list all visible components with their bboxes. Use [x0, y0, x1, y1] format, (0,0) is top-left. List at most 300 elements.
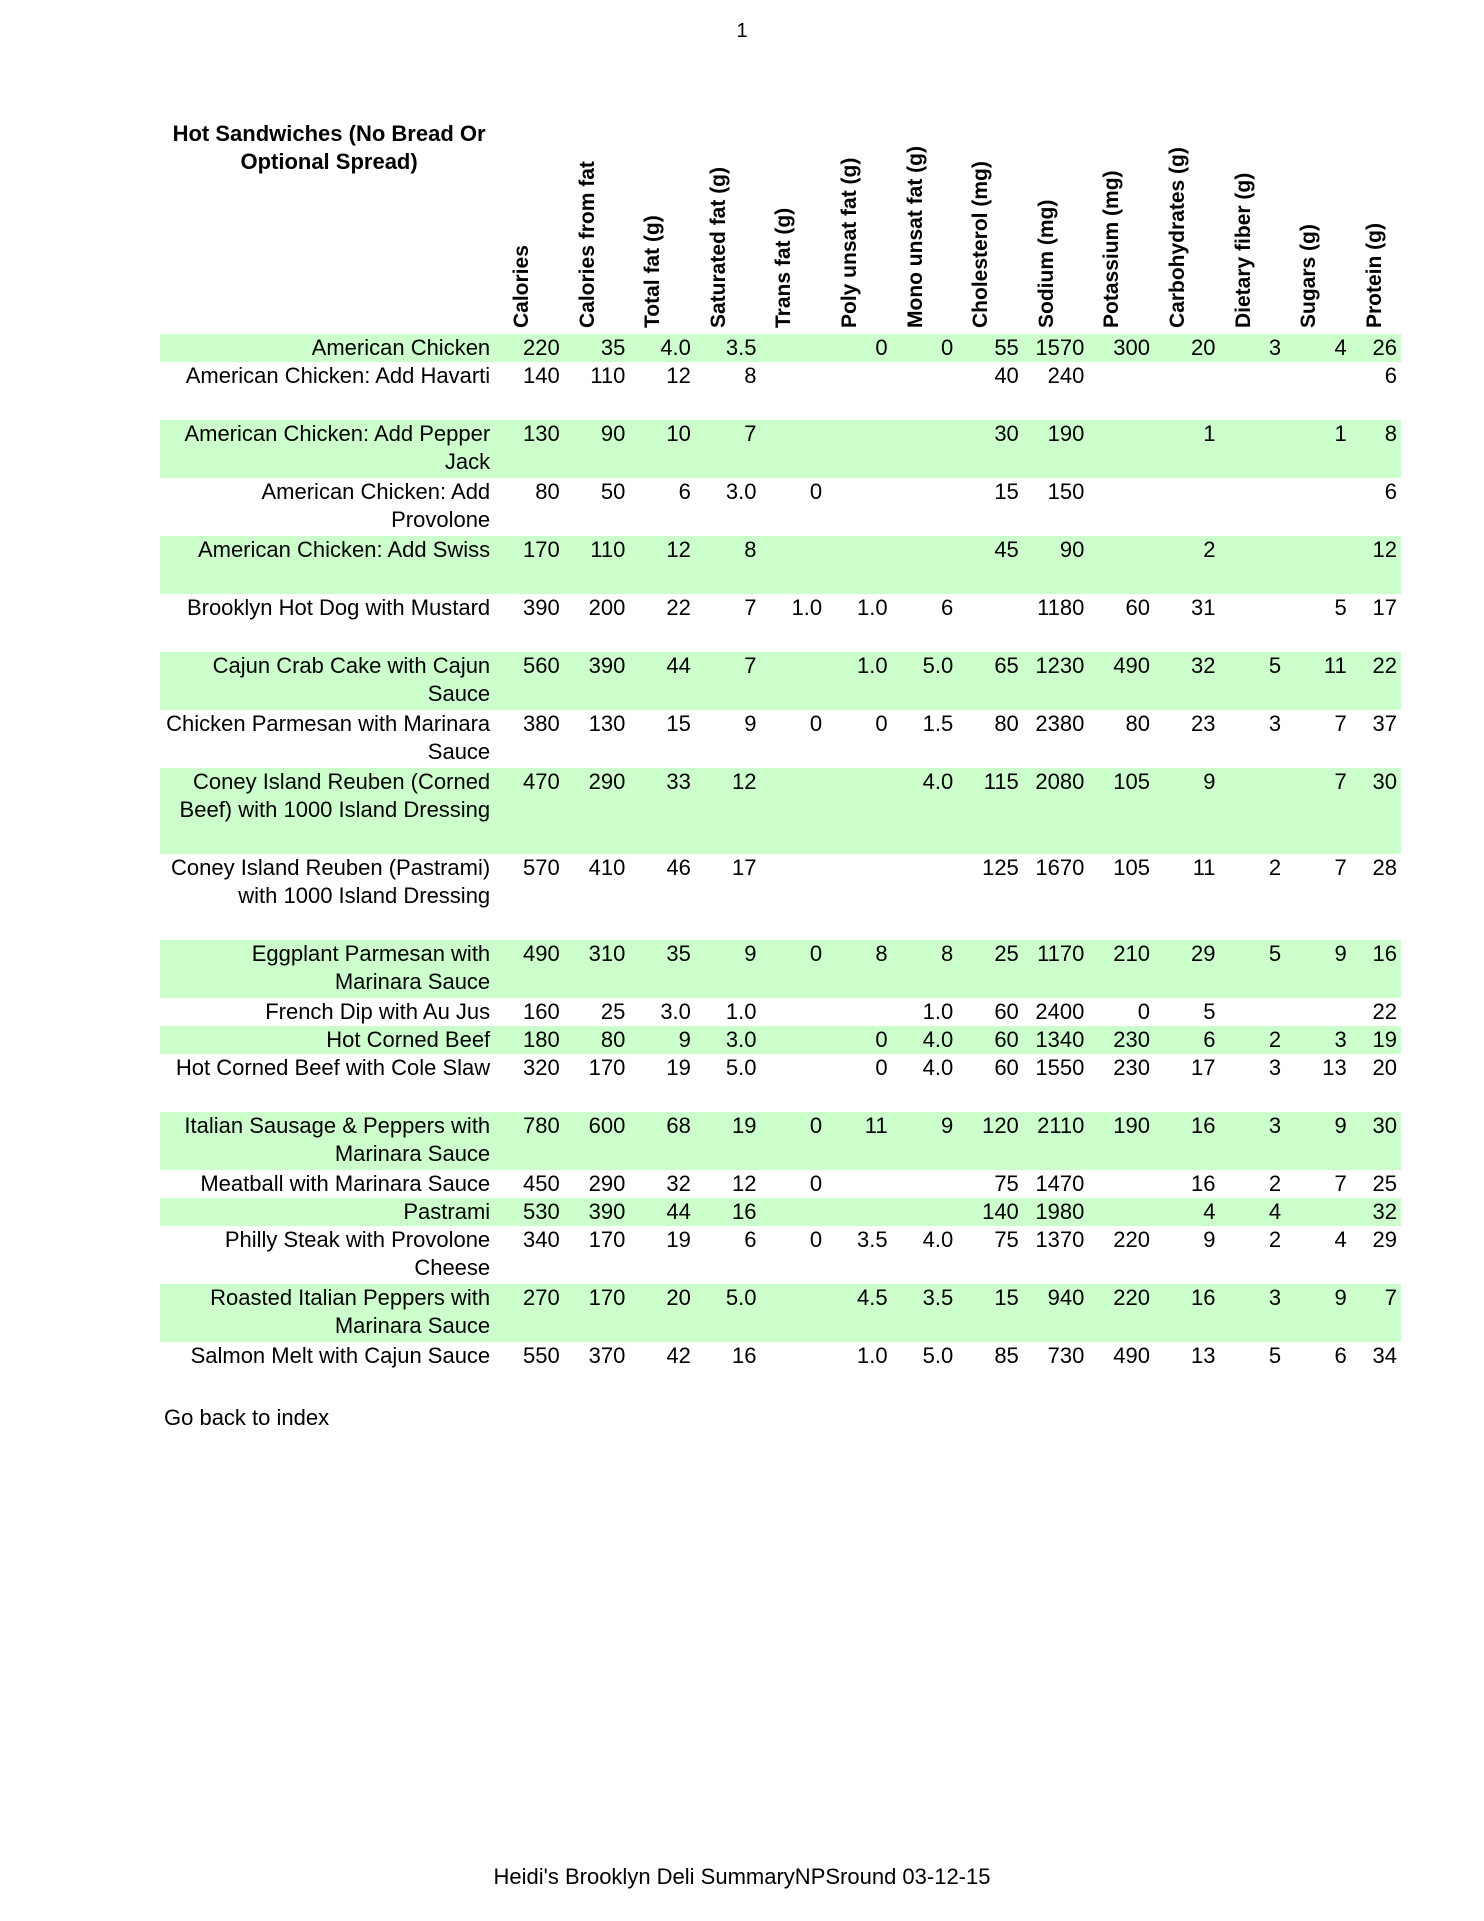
row-value-cell: 370	[588, 1343, 626, 1368]
row-value-cell	[760, 1342, 826, 1370]
row-value-cell: 12	[666, 363, 691, 388]
row-value-cell: 9	[1285, 1112, 1351, 1170]
row-value-cell: 0	[760, 940, 826, 998]
row-value-cell: 200	[588, 595, 626, 620]
row-value-cell: 310	[564, 940, 630, 998]
row-value-cell: 2080	[1023, 768, 1089, 854]
table-row	[160, 1342, 1401, 1370]
row-item-name: American Chicken: Add Pepper Jack	[160, 420, 498, 478]
row-value-cell: 9	[695, 940, 761, 998]
row-value-cell: 780	[498, 1112, 564, 1170]
row-value-cell: 2	[1154, 536, 1220, 594]
row-value-cell: 110	[564, 536, 630, 594]
row-value-cell: 570	[523, 855, 560, 880]
table-title: Hot Sandwiches (No Bread Or Optional Spread)	[172, 121, 486, 174]
row-value-cell	[826, 1170, 892, 1198]
row-value-cell: 3	[1220, 1284, 1286, 1342]
row-value-cell: 44	[629, 1198, 695, 1226]
row-value-cell: 1.5	[922, 711, 954, 736]
row-value-cell: 46	[666, 855, 691, 880]
row-value-cell: 4	[1285, 334, 1351, 362]
column-header: Calories from fat	[575, 161, 599, 328]
row-value-cell: 0	[760, 1112, 826, 1170]
row-item-name: Philly Steak with Provolone Cheese	[224, 1227, 491, 1280]
row-value-cell: 1	[1285, 420, 1351, 478]
row-value-cell: 0	[875, 1055, 888, 1080]
row-value-cell: 32	[666, 1171, 691, 1196]
row-value-cell	[892, 1198, 958, 1226]
row-value-cell: 9	[892, 1112, 958, 1170]
row-value-cell: 1470	[1035, 1171, 1085, 1196]
column-header: Potassium (mg)	[1100, 170, 1124, 328]
row-value-cell: 4.0	[892, 768, 958, 854]
row-value-cell: 220	[1113, 1227, 1150, 1252]
row-value-cell: 8	[1351, 420, 1401, 478]
row-value-cell: 2	[1220, 1026, 1286, 1054]
row-value-cell	[1088, 478, 1154, 536]
row-value-cell: 60	[957, 1026, 1023, 1054]
row-value-cell: 30	[1351, 768, 1401, 854]
row-value-cell: 6	[678, 479, 691, 504]
row-value-cell: 0	[875, 711, 888, 736]
row-value-cell: 0	[809, 711, 823, 736]
row-value-cell	[760, 998, 826, 1026]
row-value-cell: 3	[1285, 1026, 1351, 1054]
row-value-cell: 3.5	[892, 1284, 958, 1342]
row-value-cell: 1.0	[791, 595, 823, 620]
page-footer: Heidi's Brooklyn Deli SummaryNPSround 03-12-15	[493, 1864, 991, 1889]
row-value-cell: 12	[629, 536, 695, 594]
row-value-cell: 490	[1113, 1343, 1150, 1368]
row-value-cell	[892, 854, 958, 940]
row-value-cell: 115	[957, 768, 1023, 854]
row-value-cell: 12	[695, 768, 761, 854]
row-value-cell	[1220, 420, 1286, 478]
row-item-name: American Chicken	[160, 334, 498, 362]
column-header: Poly unsat fat (g)	[838, 157, 862, 328]
row-value-cell: 220	[1088, 1284, 1154, 1342]
row-value-cell: 1170	[1023, 940, 1089, 998]
row-value-cell	[1088, 1170, 1154, 1198]
row-value-cell: 0	[1137, 999, 1150, 1024]
row-value-cell	[760, 652, 826, 710]
row-value-cell: 60	[1125, 595, 1150, 620]
row-value-cell: 1.0	[826, 652, 892, 710]
table-row	[160, 1054, 1401, 1112]
row-value-cell: 4.5	[826, 1284, 892, 1342]
row-value-cell: 32	[1154, 652, 1220, 710]
row-value-cell	[892, 536, 958, 594]
row-value-cell	[760, 1198, 826, 1226]
row-value-cell: 1670	[1035, 855, 1085, 880]
row-value-cell: 5	[1220, 652, 1286, 710]
row-value-cell: 8	[695, 536, 761, 594]
row-value-cell: 0	[892, 334, 958, 362]
row-value-cell	[892, 1170, 958, 1198]
row-item-name: Coney Island Reuben (Pastrami) with 1000 Island Dressing	[171, 855, 491, 908]
row-value-cell: 600	[564, 1112, 630, 1170]
row-value-cell: 42	[666, 1343, 691, 1368]
row-value-cell: 90	[1023, 536, 1089, 594]
table-row	[160, 1284, 1401, 1342]
row-value-cell	[1220, 536, 1286, 594]
row-value-cell: 5	[1203, 999, 1216, 1024]
row-value-cell: 340	[523, 1227, 560, 1252]
row-value-cell: 2	[1268, 1227, 1282, 1252]
row-value-cell: 11	[1192, 855, 1216, 880]
row-value-cell: 16	[1351, 940, 1401, 998]
table-row	[160, 652, 1401, 710]
row-value-cell: 5	[1334, 595, 1347, 620]
row-value-cell: 28	[1372, 855, 1397, 880]
row-value-cell: 16	[695, 1198, 761, 1226]
table-body	[160, 334, 1401, 1370]
row-value-cell: 1230	[1023, 652, 1089, 710]
row-value-cell: 3.5	[695, 334, 761, 362]
row-value-cell	[826, 362, 892, 420]
table-row	[160, 478, 1401, 536]
column-header: Dietary fiber (g)	[1231, 172, 1255, 328]
row-value-cell	[826, 768, 892, 854]
row-value-cell: 4.0	[892, 1026, 958, 1054]
row-value-cell	[760, 536, 826, 594]
table-row	[160, 334, 1401, 362]
row-value-cell: 230	[1113, 1055, 1150, 1080]
row-value-cell: 105	[1088, 768, 1154, 854]
row-value-cell: 170	[588, 1055, 626, 1080]
table-row	[160, 940, 1401, 998]
row-value-cell: 140	[957, 1198, 1023, 1226]
row-value-cell: 22	[1351, 652, 1401, 710]
row-value-cell: 530	[498, 1198, 564, 1226]
row-value-cell: 17	[732, 855, 757, 880]
row-value-cell: 20	[1154, 334, 1220, 362]
row-value-cell: 160	[523, 999, 560, 1024]
row-value-cell: 290	[564, 768, 630, 854]
row-value-cell: 22	[666, 595, 691, 620]
row-value-cell: 10	[629, 420, 695, 478]
row-value-cell	[760, 1284, 826, 1342]
row-item-name: Cajun Crab Cake with Cajun Sauce	[160, 652, 498, 710]
row-value-cell: 6	[1154, 1026, 1220, 1054]
row-value-cell: 7	[744, 595, 757, 620]
column-header: Carbohydrates (g)	[1165, 147, 1189, 328]
row-value-cell: 16	[1154, 1284, 1220, 1342]
row-value-cell: 9	[1285, 1284, 1351, 1342]
row-value-cell: 5	[1268, 1343, 1282, 1368]
row-value-cell: 30	[957, 420, 1023, 478]
table-row	[160, 998, 1401, 1026]
row-value-cell: 20	[629, 1284, 695, 1342]
row-value-cell: 17	[1191, 1055, 1216, 1080]
row-value-cell: 90	[564, 420, 630, 478]
row-value-cell: 190	[1023, 420, 1089, 478]
row-value-cell: 130	[588, 711, 626, 736]
row-value-cell: 16	[1191, 1171, 1216, 1196]
row-value-cell	[892, 362, 958, 420]
row-value-cell	[1154, 478, 1220, 536]
row-value-cell: 35	[564, 334, 630, 362]
row-value-cell: 0	[826, 334, 892, 362]
row-value-cell: 5.0	[695, 1284, 761, 1342]
row-value-cell: 13	[1191, 1343, 1216, 1368]
row-value-cell: 0	[809, 1171, 823, 1196]
row-value-cell	[1220, 478, 1286, 536]
row-value-cell: 1.0	[922, 999, 954, 1024]
column-header: Calories	[510, 245, 534, 328]
row-value-cell: 3	[1220, 334, 1286, 362]
row-value-cell: 390	[564, 652, 630, 710]
row-value-cell	[1154, 362, 1220, 420]
row-value-cell	[1285, 478, 1351, 536]
row-item-name: American Chicken: Add Swiss	[160, 536, 498, 594]
row-value-cell: 16	[1154, 1112, 1220, 1170]
row-value-cell: 4	[1334, 1227, 1347, 1252]
row-value-cell	[1220, 768, 1286, 854]
row-value-cell: 170	[588, 1227, 626, 1252]
row-value-cell	[892, 420, 958, 478]
row-value-cell	[826, 536, 892, 594]
nutrition-table	[160, 120, 1401, 1370]
row-value-cell: 11	[1285, 652, 1351, 710]
row-value-cell: 9	[1203, 1227, 1216, 1252]
row-value-cell: 15	[994, 479, 1019, 504]
row-value-cell: 4.0	[629, 334, 695, 362]
row-value-cell: 190	[1088, 1112, 1154, 1170]
row-value-cell	[760, 1054, 826, 1112]
row-value-cell: 0	[809, 479, 823, 504]
table-row	[160, 362, 1401, 420]
row-value-cell: 230	[1088, 1026, 1154, 1054]
row-item-name: Roasted Italian Peppers with Marinara Sauce	[160, 1284, 498, 1342]
row-value-cell	[1088, 362, 1154, 420]
row-value-cell: 8	[744, 363, 757, 388]
row-item-name: Salmon Melt with Cajun Sauce	[190, 1343, 491, 1368]
row-value-cell: 60	[994, 999, 1019, 1024]
row-value-cell: 240	[1047, 363, 1085, 388]
column-header: Sugars (g)	[1297, 224, 1321, 328]
row-value-cell: 19	[666, 1055, 691, 1080]
row-item-name: Italian Sausage & Peppers with Marinara Sauce	[160, 1112, 498, 1170]
row-value-cell	[826, 420, 892, 478]
row-value-cell: 6	[940, 595, 954, 620]
table-row	[160, 1026, 1401, 1054]
row-value-cell: 12	[1351, 536, 1401, 594]
row-value-cell: 2	[1268, 1171, 1282, 1196]
row-value-cell: 75	[994, 1227, 1019, 1252]
row-value-cell: 65	[957, 652, 1023, 710]
row-item-name: American Chicken: Add Provolone	[261, 479, 491, 532]
table-row	[160, 854, 1401, 940]
row-value-cell: 110	[590, 363, 626, 388]
row-value-cell: 550	[523, 1343, 560, 1368]
row-value-cell: 730	[1047, 1343, 1085, 1368]
row-value-cell: 1180	[1037, 595, 1085, 620]
row-value-cell: 4	[1154, 1198, 1220, 1226]
row-value-cell: 34	[1372, 1343, 1397, 1368]
row-value-cell	[1285, 1198, 1351, 1226]
row-item-name: American Chicken: Add Havarti	[185, 363, 491, 388]
header-row	[160, 120, 1401, 334]
row-value-cell: 3.0	[695, 1026, 761, 1054]
row-item-name: French Dip with Au Jus	[265, 999, 491, 1024]
row-value-cell: 32	[1351, 1198, 1401, 1226]
table-row	[160, 768, 1401, 854]
row-value-cell: 6	[1384, 363, 1397, 388]
row-value-cell: 0	[826, 1026, 892, 1054]
row-value-cell: 940	[1023, 1284, 1089, 1342]
row-value-cell: 29	[1154, 940, 1220, 998]
row-value-cell: 25	[600, 999, 626, 1024]
column-header: Trans fat (g)	[772, 207, 796, 328]
row-value-cell: 1.0	[857, 595, 888, 620]
row-value-cell: 150	[1047, 479, 1085, 504]
row-value-cell: 60	[994, 1055, 1019, 1080]
row-value-cell: 270	[498, 1284, 564, 1342]
row-value-cell: 3.5	[857, 1227, 888, 1252]
page-number: 1	[736, 20, 748, 42]
row-value-cell: 210	[1088, 940, 1154, 998]
row-value-cell	[826, 854, 892, 940]
row-value-cell: 80	[535, 479, 560, 504]
row-item-name: Chicken Parmesan with Marinara Sauce	[166, 711, 491, 764]
column-header: Sodium (mg)	[1034, 199, 1058, 328]
row-value-cell: 35	[629, 940, 695, 998]
row-item-name: Eggplant Parmesan with Marinara Sauce	[160, 940, 498, 998]
table-row	[160, 710, 1401, 768]
row-value-cell: 25	[1372, 1171, 1397, 1196]
row-value-cell: 320	[523, 1055, 560, 1080]
row-value-cell: 180	[498, 1026, 564, 1054]
row-value-cell: 2400	[1035, 999, 1085, 1024]
row-value-cell: 80	[994, 711, 1019, 736]
row-value-cell: 5.0	[922, 1343, 954, 1368]
row-value-cell: 3	[1268, 711, 1282, 736]
row-value-cell: 19	[666, 1227, 691, 1252]
row-value-cell	[1285, 362, 1351, 420]
row-value-cell: 68	[629, 1112, 695, 1170]
table-row	[160, 1112, 1401, 1170]
row-value-cell: 7	[1334, 855, 1347, 880]
row-value-cell: 50	[600, 479, 626, 504]
row-value-cell: 19	[695, 1112, 761, 1170]
row-value-cell: 1	[1154, 420, 1220, 478]
row-value-cell: 1570	[1023, 334, 1089, 362]
row-value-cell: 44	[629, 652, 695, 710]
row-value-cell: 7	[1334, 711, 1347, 736]
row-value-cell: 410	[588, 855, 626, 880]
row-value-cell: 3	[1220, 1112, 1286, 1170]
row-value-cell	[826, 1198, 892, 1226]
back-to-index-link[interactable]: Go back to index	[164, 1405, 330, 1430]
row-value-cell: 31	[1191, 595, 1216, 620]
row-value-cell: 2380	[1035, 711, 1085, 736]
row-value-cell	[760, 854, 826, 940]
row-value-cell: 9	[744, 711, 757, 736]
row-value-cell	[826, 478, 892, 536]
table-row	[160, 536, 1401, 594]
row-value-cell: 25	[957, 940, 1023, 998]
row-value-cell	[1088, 536, 1154, 594]
row-value-cell: 1.0	[857, 1343, 888, 1368]
row-value-cell: 8	[826, 940, 892, 998]
row-value-cell: 490	[498, 940, 564, 998]
table-row	[160, 1226, 1401, 1284]
row-item-name: Brooklyn Hot Dog with Mustard	[186, 595, 491, 620]
row-value-cell: 11	[826, 1112, 892, 1170]
row-value-cell: 170	[498, 536, 564, 594]
row-value-cell: 75	[994, 1171, 1019, 1196]
row-value-cell	[1088, 420, 1154, 478]
row-value-cell: 30	[1351, 1112, 1401, 1170]
table-row	[160, 1170, 1401, 1198]
row-value-cell: 20	[1372, 1055, 1397, 1080]
column-header: Mono unsat fat (g)	[903, 146, 927, 328]
row-value-cell: 9	[1154, 768, 1220, 854]
row-value-cell: 5	[1220, 940, 1286, 998]
row-value-cell: 120	[957, 1112, 1023, 1170]
row-value-cell: 390	[523, 595, 560, 620]
row-value-cell: 1370	[1035, 1227, 1085, 1252]
row-value-cell	[760, 334, 826, 362]
row-value-cell: 3.0	[660, 999, 691, 1024]
row-value-cell: 23	[1191, 711, 1216, 736]
row-value-cell: 6	[744, 1227, 757, 1252]
row-value-cell: 1340	[1023, 1026, 1089, 1054]
row-item-name: Coney Island Reuben (Corned Beef) with 1000 Island Dressing	[160, 768, 498, 854]
row-value-cell: 7	[1351, 1284, 1401, 1342]
row-value-cell: 12	[732, 1171, 757, 1196]
row-value-cell: 300	[1088, 334, 1154, 362]
row-value-cell: 560	[498, 652, 564, 710]
row-value-cell: 37	[1372, 711, 1397, 736]
row-value-cell	[1220, 362, 1286, 420]
row-value-cell: 4.0	[922, 1227, 954, 1252]
row-value-cell: 7	[695, 652, 761, 710]
row-value-cell: 4.0	[922, 1055, 954, 1080]
row-value-cell: 26	[1351, 334, 1401, 362]
table-row	[160, 1198, 1401, 1226]
row-value-cell: 55	[957, 334, 1023, 362]
row-value-cell: 290	[588, 1171, 626, 1196]
row-value-cell: 3	[1268, 1055, 1282, 1080]
column-header: Protein (g)	[1362, 223, 1386, 328]
column-header: Saturated fat (g)	[706, 166, 730, 328]
row-value-cell	[760, 420, 826, 478]
row-value-cell	[957, 594, 1023, 652]
row-value-cell: 3.0	[725, 479, 757, 504]
row-value-cell: 80	[564, 1026, 630, 1054]
row-value-cell: 450	[523, 1171, 560, 1196]
row-item-name: Meatball with Marinara Sauce	[200, 1171, 491, 1196]
row-value-cell: 1.0	[725, 999, 757, 1024]
row-value-cell: 85	[994, 1343, 1019, 1368]
row-item-name: Pastrami	[160, 1198, 498, 1226]
row-value-cell: 5.0	[892, 652, 958, 710]
row-value-cell	[1285, 536, 1351, 594]
row-value-cell: 1550	[1035, 1055, 1085, 1080]
row-value-cell: 13	[1322, 1055, 1347, 1080]
column-header: Cholesterol (mg)	[969, 161, 993, 328]
row-value-cell: 40	[994, 363, 1019, 388]
row-value-cell: 390	[564, 1198, 630, 1226]
row-value-cell: 2110	[1023, 1112, 1089, 1170]
row-item-name: Hot Corned Beef	[160, 1026, 498, 1054]
row-value-cell: 15	[666, 711, 691, 736]
row-value-cell: 140	[523, 363, 560, 388]
row-value-cell: 19	[1351, 1026, 1401, 1054]
row-value-cell: 8	[892, 940, 958, 998]
